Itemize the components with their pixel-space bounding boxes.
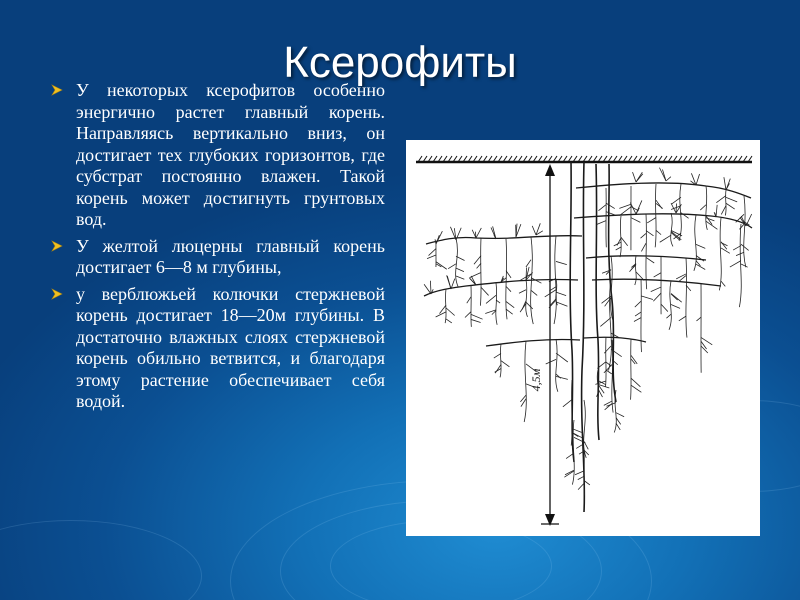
bullet-item	[50, 80, 385, 231]
depth-arrow	[541, 164, 559, 526]
water-ripple	[0, 520, 202, 600]
bullet-text: у верблюжьей колючки стержневой корень достигает 18—20м глубины. В достаточно влажных слоях стержневой корень обильно ветвится, и благодаря этому растение обеспечивает себя водой.	[76, 283, 385, 411]
slide-title: Ксерофиты	[283, 38, 517, 87]
depth-label: 4,5м	[529, 368, 543, 392]
root-system-figure	[406, 140, 760, 536]
bullet-text: У желтой люцерны главный корень достигает 6—8 м глубины,	[76, 235, 385, 277]
arrow-bullet-icon	[50, 239, 64, 253]
bullet-item	[50, 284, 385, 413]
bullet-text: У некоторых ксерофитов особенно энергично растет главный корень. Направляясь вертикально вниз, он достигает тех глубоких горизонтов, где субстрат постоянно влажен. Такой корень может достигнуть грунтовых вод.	[76, 80, 385, 229]
arrow-bullet-icon	[50, 83, 64, 97]
bullet-list	[50, 80, 385, 418]
root-system-drawing	[406, 140, 760, 536]
bullet-item	[50, 236, 385, 279]
arrow-bullet-icon	[50, 287, 64, 301]
